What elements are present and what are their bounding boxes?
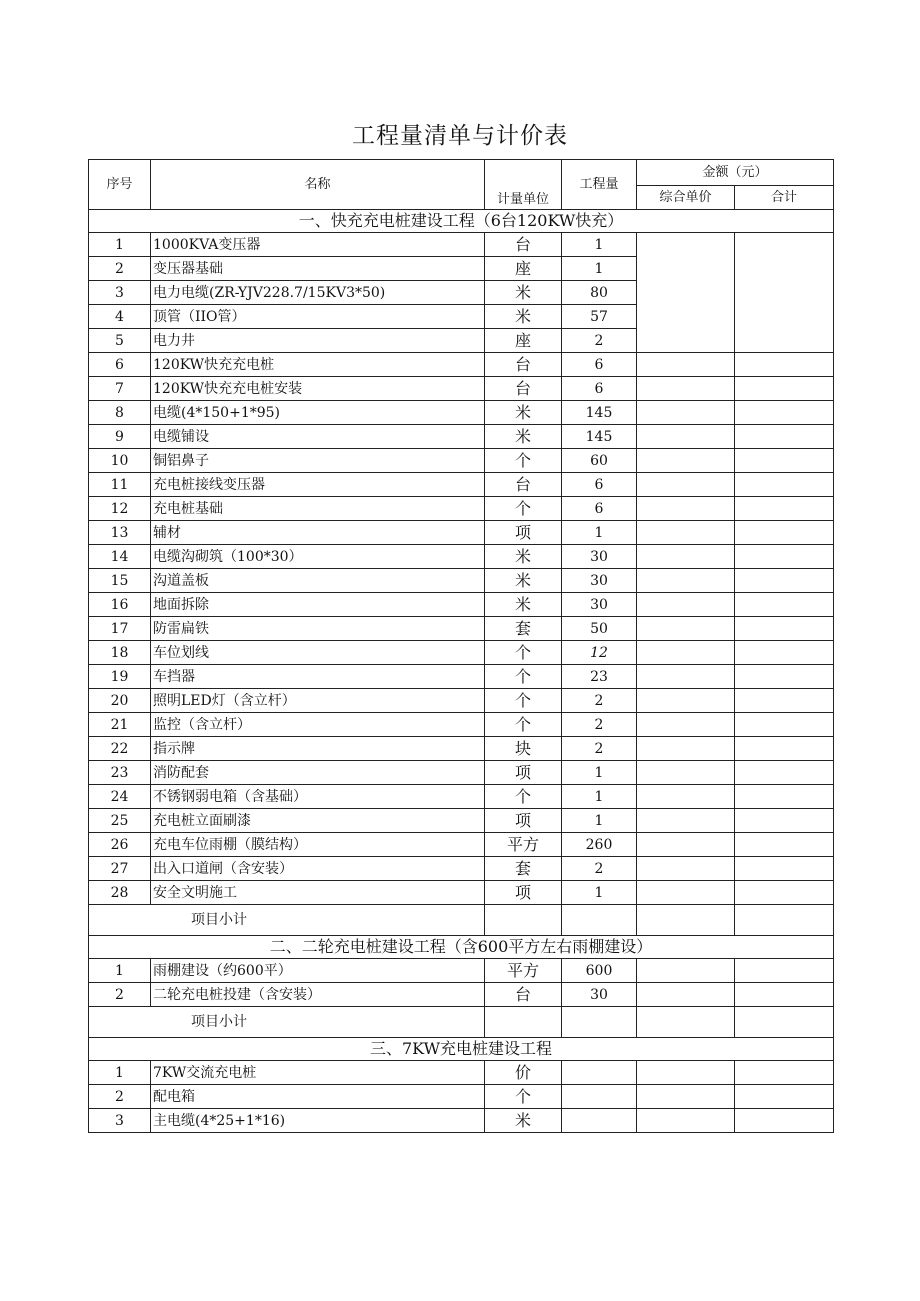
item-name: 辅材 xyxy=(151,521,485,545)
table-row xyxy=(89,569,834,593)
unit-price-cell xyxy=(637,833,735,857)
item-name: 铜铝鼻子 xyxy=(151,449,485,473)
total-cell xyxy=(735,1109,834,1133)
table-row xyxy=(89,1085,834,1109)
section-header-row xyxy=(89,1038,834,1061)
table-row xyxy=(89,497,834,521)
item-quantity: 1 xyxy=(562,257,637,281)
row-number: 24 xyxy=(89,785,151,809)
subtotal-cell xyxy=(562,1007,637,1038)
item-name: 地面拆除 xyxy=(151,593,485,617)
unit-price-cell xyxy=(637,425,735,449)
total-cell xyxy=(735,233,834,353)
item-quantity: 2 xyxy=(562,329,637,353)
unit-price-cell xyxy=(637,593,735,617)
total-cell xyxy=(735,857,834,881)
item-name: 二轮充电桩投建（含安装） xyxy=(151,983,485,1007)
row-number: 3 xyxy=(89,1109,151,1133)
item-name: 120KW快充充电桩安装 xyxy=(151,377,485,401)
table-row xyxy=(89,785,834,809)
row-number: 2 xyxy=(89,1085,151,1109)
item-name: 沟道盖板 xyxy=(151,569,485,593)
subtotal-row xyxy=(89,905,834,936)
subtotal-cell xyxy=(735,1007,834,1038)
item-name: 充电桩立面刷漆 xyxy=(151,809,485,833)
item-unit: 块 xyxy=(485,737,562,761)
unit-price-cell xyxy=(637,1085,735,1109)
item-quantity: 2 xyxy=(562,737,637,761)
item-quantity: 57 xyxy=(562,305,637,329)
unit-price-cell xyxy=(637,713,735,737)
row-number: 2 xyxy=(89,257,151,281)
item-unit: 米 xyxy=(485,545,562,569)
total-cell xyxy=(735,809,834,833)
unit-price-cell xyxy=(637,233,735,353)
item-name: 电缆(4*150+1*95) xyxy=(151,401,485,425)
total-cell xyxy=(735,785,834,809)
item-quantity: 12 xyxy=(562,641,637,665)
table-row xyxy=(89,353,834,377)
item-unit: 平方 xyxy=(485,833,562,857)
total-cell xyxy=(735,545,834,569)
total-cell xyxy=(735,833,834,857)
total-cell xyxy=(735,959,834,983)
item-unit: 个 xyxy=(485,1085,562,1109)
table-row xyxy=(89,1061,834,1085)
table-row xyxy=(89,713,834,737)
row-number: 26 xyxy=(89,833,151,857)
row-number: 1 xyxy=(89,1061,151,1085)
unit-price-cell xyxy=(637,737,735,761)
row-number: 28 xyxy=(89,881,151,905)
subtotal-cell xyxy=(562,905,637,936)
item-unit: 米 xyxy=(485,593,562,617)
row-number: 11 xyxy=(89,473,151,497)
item-quantity: 1 xyxy=(562,521,637,545)
item-quantity: 23 xyxy=(562,665,637,689)
unit-price-cell xyxy=(637,665,735,689)
total-cell xyxy=(735,425,834,449)
total-cell xyxy=(735,473,834,497)
row-number: 6 xyxy=(89,353,151,377)
header-total: 合计 xyxy=(735,186,834,210)
total-cell xyxy=(735,377,834,401)
item-unit: 米 xyxy=(485,1109,562,1133)
unit-price-cell xyxy=(637,785,735,809)
table-row xyxy=(89,449,834,473)
total-cell xyxy=(735,617,834,641)
item-quantity: 1 xyxy=(562,809,637,833)
item-unit: 个 xyxy=(485,713,562,737)
row-number: 4 xyxy=(89,305,151,329)
table-row xyxy=(89,761,834,785)
item-name: 出入口道闸（含安装） xyxy=(151,857,485,881)
row-number: 8 xyxy=(89,401,151,425)
item-unit: 个 xyxy=(485,665,562,689)
unit-price-cell xyxy=(637,449,735,473)
unit-price-cell xyxy=(637,1109,735,1133)
item-quantity: 1 xyxy=(562,761,637,785)
item-name: 主电缆(4*25+1*16) xyxy=(151,1109,485,1133)
table-row xyxy=(89,473,834,497)
table-row xyxy=(89,881,834,905)
item-name: 7KW交流充电桩 xyxy=(151,1061,485,1085)
item-quantity: 145 xyxy=(562,401,637,425)
unit-price-cell xyxy=(637,353,735,377)
row-number: 14 xyxy=(89,545,151,569)
item-quantity: 50 xyxy=(562,617,637,641)
row-number: 23 xyxy=(89,761,151,785)
total-cell xyxy=(735,593,834,617)
item-name: 120KW快充充电桩 xyxy=(151,353,485,377)
row-number: 15 xyxy=(89,569,151,593)
header-qty: 工程量 xyxy=(562,160,637,210)
item-unit: 套 xyxy=(485,857,562,881)
subtotal-cell xyxy=(637,905,735,936)
unit-price-cell xyxy=(637,689,735,713)
item-name: 电力电缆(ZR-YJV228.7/15KV3*50) xyxy=(151,281,485,305)
table-row xyxy=(89,737,834,761)
unit-price-cell xyxy=(637,473,735,497)
total-cell xyxy=(735,737,834,761)
subtotal-cell xyxy=(485,905,562,936)
row-number: 10 xyxy=(89,449,151,473)
item-name: 车挡器 xyxy=(151,665,485,689)
item-unit: 个 xyxy=(485,641,562,665)
total-cell xyxy=(735,1085,834,1109)
subtotal-label: 项目小计 xyxy=(89,905,485,936)
unit-price-cell xyxy=(637,401,735,425)
item-unit: 台 xyxy=(485,353,562,377)
item-name: 配电箱 xyxy=(151,1085,485,1109)
total-cell xyxy=(735,449,834,473)
table-row xyxy=(89,401,834,425)
table-row xyxy=(89,1109,834,1133)
unit-price-cell xyxy=(637,641,735,665)
table-row xyxy=(89,665,834,689)
item-unit: 个 xyxy=(485,497,562,521)
item-quantity: 30 xyxy=(562,983,637,1007)
item-quantity: 6 xyxy=(562,473,637,497)
row-number: 7 xyxy=(89,377,151,401)
item-unit: 个 xyxy=(485,689,562,713)
row-number: 19 xyxy=(89,665,151,689)
table-row xyxy=(89,983,834,1007)
item-unit: 台 xyxy=(485,233,562,257)
table-row xyxy=(89,425,834,449)
row-number: 2 xyxy=(89,983,151,1007)
row-number: 1 xyxy=(89,959,151,983)
item-unit: 座 xyxy=(485,329,562,353)
item-name: 防雷扁铁 xyxy=(151,617,485,641)
item-unit: 项 xyxy=(485,761,562,785)
unit-price-cell xyxy=(637,959,735,983)
unit-price-cell xyxy=(637,497,735,521)
item-name: 监控（含立杆） xyxy=(151,713,485,737)
item-unit: 台 xyxy=(485,473,562,497)
total-cell xyxy=(735,353,834,377)
row-number: 22 xyxy=(89,737,151,761)
item-unit: 个 xyxy=(485,785,562,809)
item-name: 安全文明施工 xyxy=(151,881,485,905)
unit-price-cell xyxy=(637,809,735,833)
row-number: 12 xyxy=(89,497,151,521)
table-row xyxy=(89,521,834,545)
row-number: 18 xyxy=(89,641,151,665)
table-row xyxy=(89,233,834,257)
item-quantity: 60 xyxy=(562,449,637,473)
item-name: 电缆沟砌筑（100*30） xyxy=(151,545,485,569)
unit-price-cell xyxy=(637,569,735,593)
page-title: 工程量清单与计价表 xyxy=(352,123,568,149)
item-unit: 个 xyxy=(485,449,562,473)
item-quantity xyxy=(562,1085,637,1109)
unit-price-cell xyxy=(637,521,735,545)
item-name: 充电桩基础 xyxy=(151,497,485,521)
section-header-row xyxy=(89,936,834,959)
item-quantity: 2 xyxy=(562,713,637,737)
row-number: 1 xyxy=(89,233,151,257)
row-number: 9 xyxy=(89,425,151,449)
subtotal-row xyxy=(89,1007,834,1038)
unit-price-cell xyxy=(637,983,735,1007)
item-quantity: 1 xyxy=(562,785,637,809)
row-number: 17 xyxy=(89,617,151,641)
table-row xyxy=(89,545,834,569)
total-cell xyxy=(735,713,834,737)
subtotal-cell xyxy=(637,1007,735,1038)
item-unit: 座 xyxy=(485,257,562,281)
item-name: 消防配套 xyxy=(151,761,485,785)
unit-price-cell xyxy=(637,617,735,641)
item-name: 变压器基础 xyxy=(151,257,485,281)
table-row xyxy=(89,689,834,713)
unit-price-cell xyxy=(637,761,735,785)
item-quantity: 30 xyxy=(562,545,637,569)
item-name: 照明LED灯（含立杆） xyxy=(151,689,485,713)
unit-price-cell xyxy=(637,881,735,905)
item-quantity: 6 xyxy=(562,377,637,401)
row-number: 25 xyxy=(89,809,151,833)
table-row xyxy=(89,593,834,617)
table-row xyxy=(89,809,834,833)
header-amount: 金额（元） xyxy=(637,160,834,186)
header-seq: 序号 xyxy=(89,160,151,210)
row-number: 21 xyxy=(89,713,151,737)
item-unit: 项 xyxy=(485,881,562,905)
item-quantity: 600 xyxy=(562,959,637,983)
item-name: 顶管（IIO管） xyxy=(151,305,485,329)
item-quantity: 30 xyxy=(562,593,637,617)
item-unit: 平方 xyxy=(485,959,562,983)
row-number: 5 xyxy=(89,329,151,353)
section-title: 三、7KW充电桩建设工程 xyxy=(89,1038,834,1061)
header-unit: 计量单位 xyxy=(485,160,562,210)
table-row xyxy=(89,617,834,641)
item-quantity: 145 xyxy=(562,425,637,449)
table-row xyxy=(89,377,834,401)
item-quantity: 80 xyxy=(562,281,637,305)
item-unit: 米 xyxy=(485,305,562,329)
item-unit: 米 xyxy=(485,401,562,425)
table-row xyxy=(89,959,834,983)
total-cell xyxy=(735,761,834,785)
item-quantity: 30 xyxy=(562,569,637,593)
header-unit-price: 综合单价 xyxy=(637,186,735,210)
item-quantity: 260 xyxy=(562,833,637,857)
item-unit: 套 xyxy=(485,617,562,641)
header-name: 名称 xyxy=(151,160,485,210)
item-unit: 价 xyxy=(485,1061,562,1085)
row-number: 20 xyxy=(89,689,151,713)
item-quantity: 2 xyxy=(562,857,637,881)
item-name: 车位划线 xyxy=(151,641,485,665)
section-header-row xyxy=(89,210,834,233)
total-cell xyxy=(735,665,834,689)
section-title: 一、快充充电桩建设工程（6台120KW快充） xyxy=(89,210,834,233)
section-title: 二、二轮充电桩建设工程（含600平方左右雨棚建设） xyxy=(89,936,834,959)
item-name: 不锈钢弱电箱（含基础） xyxy=(151,785,485,809)
item-name: 雨棚建设（约600平） xyxy=(151,959,485,983)
unit-price-cell xyxy=(637,377,735,401)
item-unit: 米 xyxy=(485,569,562,593)
row-number: 3 xyxy=(89,281,151,305)
table-row xyxy=(89,857,834,881)
unit-price-cell xyxy=(637,1061,735,1085)
subtotal-label: 项目小计 xyxy=(89,1007,485,1038)
bill-of-quantities-table xyxy=(88,159,834,1133)
total-cell xyxy=(735,689,834,713)
row-number: 13 xyxy=(89,521,151,545)
item-unit: 米 xyxy=(485,425,562,449)
item-name: 充电车位雨棚（膜结构） xyxy=(151,833,485,857)
item-unit: 米 xyxy=(485,281,562,305)
total-cell xyxy=(735,569,834,593)
item-name: 电缆铺设 xyxy=(151,425,485,449)
item-unit: 台 xyxy=(485,377,562,401)
item-quantity: 1 xyxy=(562,233,637,257)
item-name: 1000KVA变压器 xyxy=(151,233,485,257)
item-name: 指示牌 xyxy=(151,737,485,761)
subtotal-cell xyxy=(735,905,834,936)
item-quantity: 2 xyxy=(562,689,637,713)
total-cell xyxy=(735,521,834,545)
item-quantity xyxy=(562,1061,637,1085)
total-cell xyxy=(735,983,834,1007)
total-cell xyxy=(735,1061,834,1085)
total-cell xyxy=(735,401,834,425)
item-quantity xyxy=(562,1109,637,1133)
item-quantity: 6 xyxy=(562,497,637,521)
unit-price-cell xyxy=(637,545,735,569)
row-number: 16 xyxy=(89,593,151,617)
item-unit: 台 xyxy=(485,983,562,1007)
table-row xyxy=(89,833,834,857)
subtotal-cell xyxy=(485,1007,562,1038)
total-cell xyxy=(735,881,834,905)
item-name: 充电桩接线变压器 xyxy=(151,473,485,497)
item-unit: 项 xyxy=(485,809,562,833)
item-unit: 项 xyxy=(485,521,562,545)
unit-price-cell xyxy=(637,857,735,881)
item-quantity: 6 xyxy=(562,353,637,377)
item-quantity: 1 xyxy=(562,881,637,905)
total-cell xyxy=(735,497,834,521)
item-name: 电力井 xyxy=(151,329,485,353)
row-number: 27 xyxy=(89,857,151,881)
total-cell xyxy=(735,641,834,665)
table-row xyxy=(89,641,834,665)
